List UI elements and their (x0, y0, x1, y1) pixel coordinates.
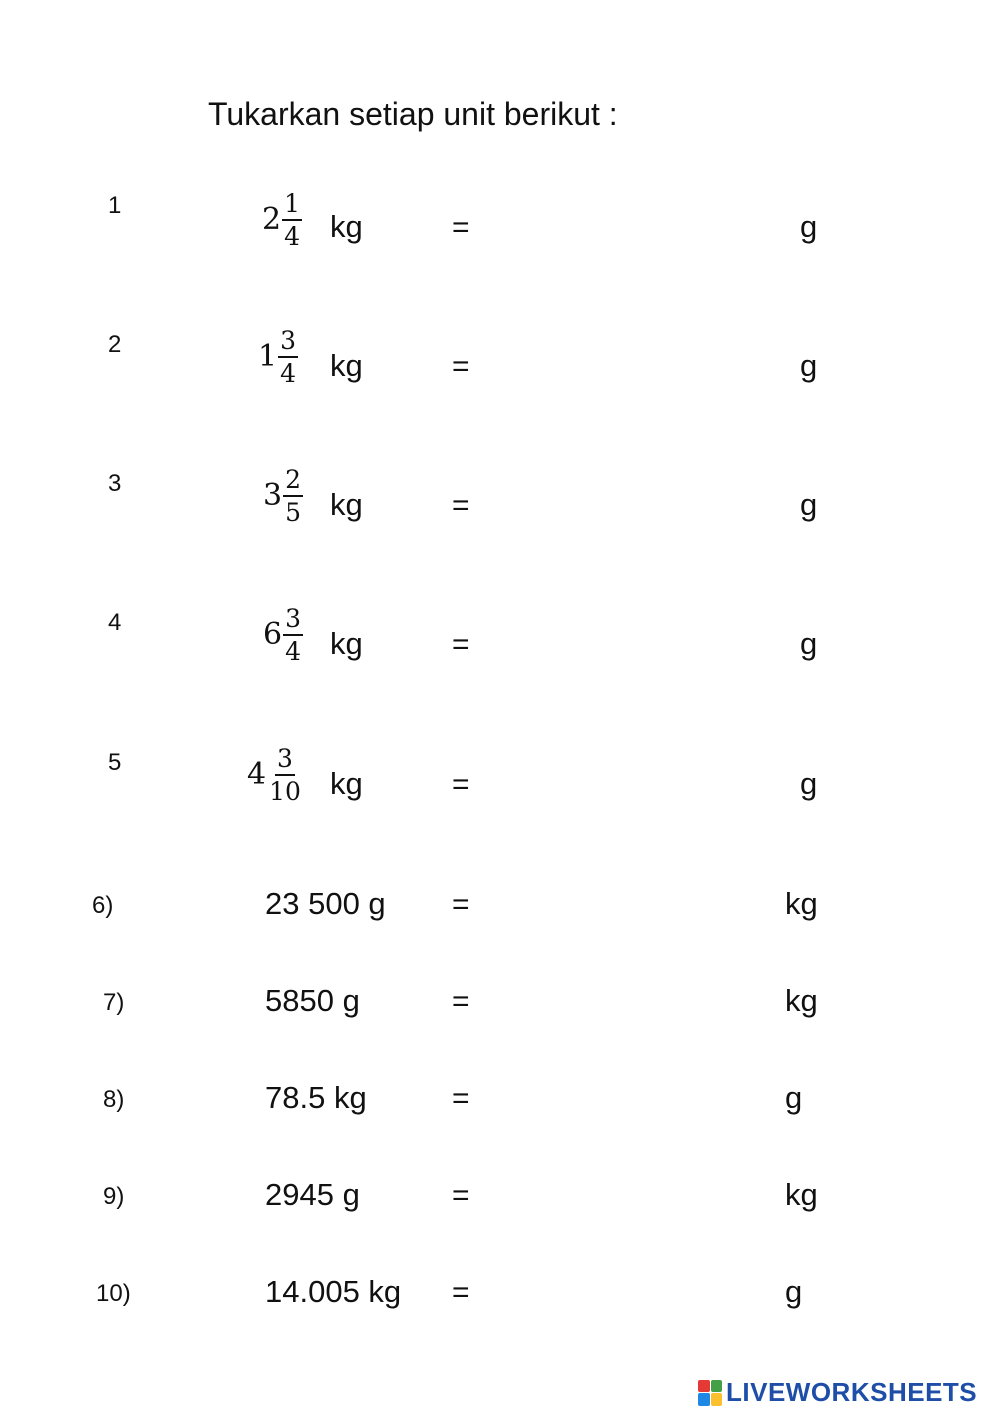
fraction-whole: 4 (247, 757, 267, 792)
fraction-numerator: 3 (278, 328, 298, 358)
question-number: 7) (103, 989, 125, 1016)
fraction (282, 191, 302, 249)
question-number: 2 (108, 331, 122, 358)
fraction-denominator: 4 (285, 637, 301, 666)
question-number: 4 (108, 609, 122, 636)
answer-unit: kg (785, 1177, 818, 1212)
question-row (0, 465, 1000, 527)
logo-mark-icon (698, 1380, 722, 1406)
answer-unit: g (800, 487, 818, 522)
from-unit: kg (330, 766, 363, 801)
given-value: 78.5 kg (265, 1080, 367, 1115)
question-number: 8) (103, 1086, 125, 1113)
question-number: 10) (96, 1280, 131, 1307)
given-value: 23 500 g (265, 886, 386, 921)
given-value: 14.005 kg (265, 1274, 402, 1309)
equals-sign: = (452, 211, 470, 244)
mixed-fraction (247, 746, 303, 804)
fraction-whole: 1 (258, 339, 278, 374)
logo-text: LIVEWORKSHEETS (726, 1377, 978, 1407)
question-row (0, 983, 1000, 1018)
answer-unit: g (800, 348, 818, 383)
question-row (0, 886, 1000, 921)
fraction-whole: 6 (263, 617, 283, 652)
equals-sign: = (452, 985, 470, 1018)
question-row (0, 604, 1000, 666)
worksheet-title: Tukarkan setiap unit berikut : (208, 96, 618, 132)
equals-sign: = (452, 1276, 470, 1309)
fraction-numerator: 1 (282, 191, 302, 221)
answer-unit: g (785, 1080, 803, 1115)
equals-sign: = (452, 888, 470, 921)
logo-block (698, 1393, 710, 1406)
logo-block (711, 1380, 723, 1393)
fraction-numerator: 2 (283, 467, 303, 497)
fraction (283, 467, 303, 525)
equals-sign: = (452, 350, 470, 383)
fraction-denominator: 5 (285, 498, 301, 527)
equals-sign: = (452, 1179, 470, 1212)
from-unit: kg (330, 487, 363, 522)
mixed-fraction (263, 606, 303, 664)
fraction-whole: 2 (262, 202, 282, 237)
mixed-fraction (263, 467, 303, 525)
question-number: 5 (108, 749, 122, 776)
fraction-denominator: 4 (280, 359, 296, 388)
answer-unit: g (785, 1274, 803, 1309)
equals-sign: = (452, 628, 470, 661)
question-row (0, 1177, 1000, 1212)
logo-block (698, 1380, 710, 1393)
fraction-numerator: 3 (275, 746, 295, 776)
question-row (0, 189, 1000, 251)
fraction-denominator: 10 (269, 777, 301, 806)
question-row (0, 1274, 1000, 1309)
fraction (278, 328, 298, 386)
question-row (0, 1080, 1000, 1115)
fraction (267, 746, 303, 804)
fraction-numerator: 3 (283, 606, 303, 636)
fraction-whole: 3 (263, 478, 283, 513)
liveworksheets-logo[interactable] (698, 1377, 977, 1408)
question-row (0, 326, 1000, 388)
answer-unit: g (800, 209, 818, 244)
from-unit: kg (330, 348, 363, 383)
answer-unit: g (800, 766, 818, 801)
given-value: 5850 g (265, 983, 360, 1018)
question-number: 1 (108, 192, 122, 219)
from-unit: kg (330, 626, 363, 661)
question-number: 6) (92, 892, 114, 919)
answer-unit: kg (785, 983, 818, 1018)
mixed-fraction (262, 191, 302, 249)
question-row (0, 744, 1000, 806)
question-number: 3 (108, 470, 122, 497)
equals-sign: = (452, 768, 470, 801)
question-number: 9) (103, 1183, 125, 1210)
given-value: 2945 g (265, 1177, 360, 1212)
equals-sign: = (452, 1082, 470, 1115)
fraction-denominator: 4 (284, 222, 300, 251)
equals-sign: = (452, 489, 470, 522)
logo-block (711, 1393, 723, 1406)
mixed-fraction (258, 328, 298, 386)
answer-unit: g (800, 626, 818, 661)
answer-unit: kg (785, 886, 818, 921)
from-unit: kg (330, 209, 363, 244)
fraction (283, 606, 303, 664)
